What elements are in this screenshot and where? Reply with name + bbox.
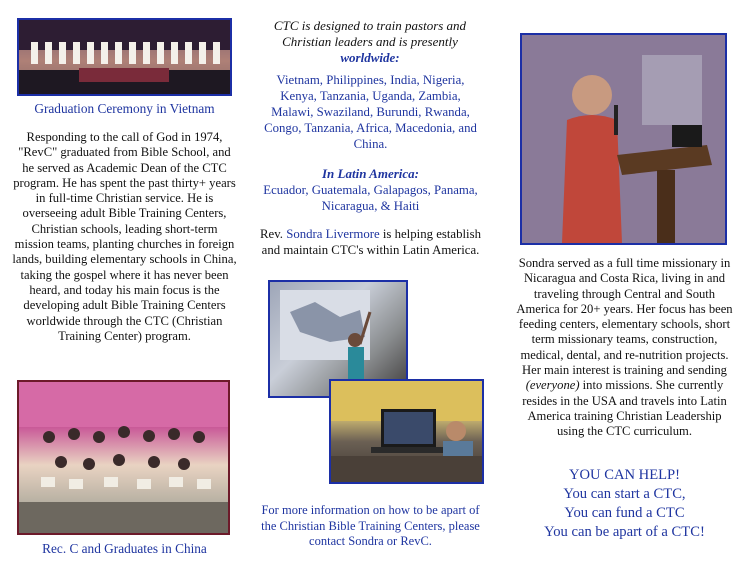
ctc-intro: [255, 18, 485, 66]
latin-america-country-list: Ecuador, Guatemala, Galapagos, Panama, Nicaragua, & Haiti: [263, 183, 478, 213]
sondra-intro: [258, 226, 483, 258]
latin-america-heading: In Latin America:: [321, 166, 420, 181]
graduation-photo-illustration: [19, 20, 230, 94]
sondra-name: Sondra Livermore: [286, 227, 380, 241]
sondra-intro-suffix: is helping establish and maintain CTC's within Latin America.: [261, 227, 481, 257]
contact-info: For more information on how to be apart of the Christian Bible Training Centers, please contact Sondra or RevC.: [261, 503, 480, 548]
laptop-photo-illustration: [331, 381, 482, 482]
china-photo-illustration: [19, 382, 228, 533]
laptop-photo: [329, 379, 484, 484]
help-line-4: You can be apart of a CTC!: [544, 524, 705, 540]
graduation-caption: Graduation Ceremony in Vietnam: [34, 101, 215, 116]
sondra-speaking-photo: [520, 33, 727, 245]
sondra-intro-prefix: Rev.: [260, 227, 287, 241]
revc-biography: Responding to the call of God in 1974, "RevC" graduated from Bible School, and he served as Academic Dean of the CTC program. He has spent the past thirty+ years in full-time Christian service. He is overseeing adult Bible Training Centers, Christian schools, leading short-term mission teams, planting churches in foreign lands, building elementary schools in China, taking the gospel where it has never been heard, and today his main focus is the developing adult Bible Training Centers worldwide through the CTC (Christian Training Center) program.: [12, 130, 237, 343]
help-line-1: YOU CAN HELP!: [568, 467, 681, 483]
sondra-photo-illustration: [522, 35, 725, 243]
sondra-bio-part2: into missions. She currently resides in the USA and travels into Latin America training Christian Leadership using the CTC curriculum.: [522, 378, 727, 439]
china-caption: Rec. C and Graduates in China: [42, 541, 207, 556]
sondra-biography: [513, 256, 736, 440]
sondra-bio-emphasis: (everyone): [525, 378, 580, 393]
help-line-3: You can fund a CTC: [564, 505, 685, 521]
graduation-photo: [17, 18, 232, 96]
sondra-bio-part1: Sondra served as a full time missionary in Nicaragua and Costa Rica, living in and traveling through Central and South America for 20+ years. Her focus has been feeding centers, elementary schools, short term missionary teams, construction, medical, dental, and re-nutrition projects. Her main interest is training and sending: [516, 256, 733, 378]
worldwide-label: worldwide:: [340, 50, 400, 65]
china-graduates-photo: [17, 380, 230, 535]
help-line-2: You can start a CTC,: [563, 486, 686, 502]
call-to-action: [513, 466, 736, 542]
worldwide-country-list: Vietnam, Philippines, India, Nigeria, Kenya, Tanzania, Uganda, Zambia, Malawi, Swaziland, Burundi, Rwanda, Congo, Tanzania, Africa, Macedonia, and China.: [264, 73, 477, 151]
ctc-intro-text: CTC is designed to train pastors and Christian leaders and is presently: [273, 18, 467, 49]
